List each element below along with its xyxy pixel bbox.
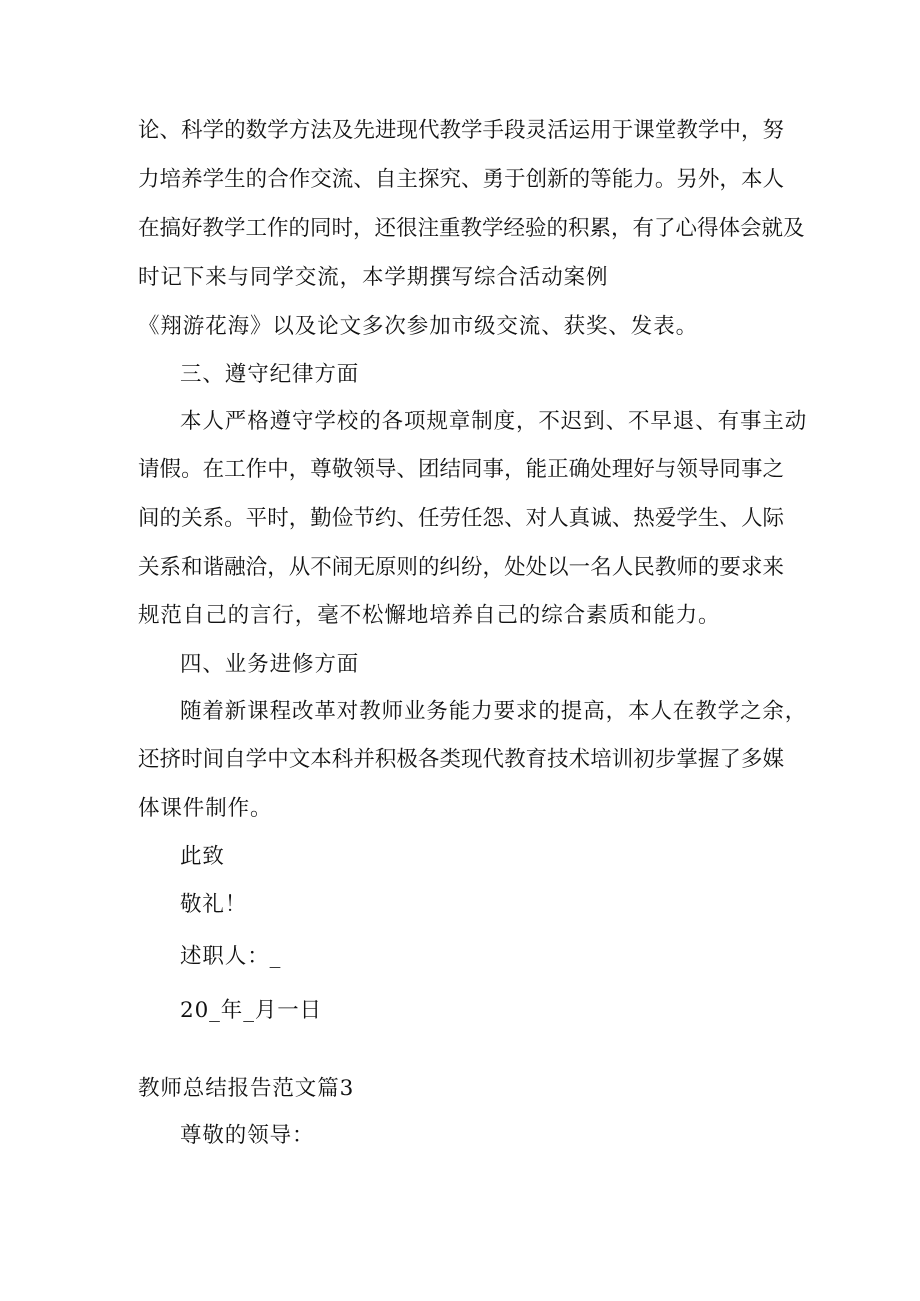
- section-heading-discipline: 三、遵守纪律方面: [180, 362, 360, 387]
- body-line-13: 随着新课程改革对教师业务能力要求的提高，本人在教学之余，: [180, 699, 808, 724]
- date-line: 20_年_月一日: [180, 998, 323, 1023]
- signature-line: 述职人：_: [180, 944, 282, 969]
- body-line-11: 规范自己的言行，毫不松懈地培养自己的综合素质和能力。: [138, 603, 721, 628]
- body-line-2: 力培养学生的合作交流、自主探究、勇于创新的等能力。另外，本人: [138, 167, 784, 192]
- body-line-10: 关系和谐融洽，从不闹无原则的纠纷，处处以一名人民教师的要求来: [138, 555, 784, 580]
- body-line-9: 间的关系。平时，勤俭节约、任劳任怨、对人真诚、热爱学生、人际: [138, 506, 784, 531]
- body-line-15: 体课件制作。: [138, 796, 273, 821]
- closing-salutation: 此致: [180, 844, 225, 869]
- body-line-7: 本人严格遵守学校的各项规章制度，不迟到、不早退、有事主动: [180, 409, 808, 434]
- body-line-14: 还挤时间自学中文本科并积极各类现代教育技术培训初步掌握了多媒: [138, 747, 784, 772]
- body-line-4: 时记下来与同学交流，本学期撰写综合活动案例: [138, 265, 609, 290]
- greeting-line: 尊敬的领导：: [180, 1123, 315, 1148]
- body-line-8: 请假。在工作中，尊敬领导、团结同事，能正确处理好与领导同事之: [138, 457, 784, 482]
- body-line-1: 论、科学的数学方法及先进现代教学手段灵活运用于课堂教学中，努: [138, 118, 784, 143]
- section-heading-study: 四、业务进修方面: [180, 652, 360, 677]
- body-line-5: 《翔游花海》以及论文多次参加市级交流、获奖、发表。: [138, 314, 699, 339]
- closing-regards: 敬礼！: [180, 892, 248, 917]
- body-line-3: 在搞好教学工作的同时，还很注重教学经验的积累，有了心得体会就及: [138, 216, 805, 241]
- article-title: 教师总结报告范文篇3: [138, 1076, 355, 1101]
